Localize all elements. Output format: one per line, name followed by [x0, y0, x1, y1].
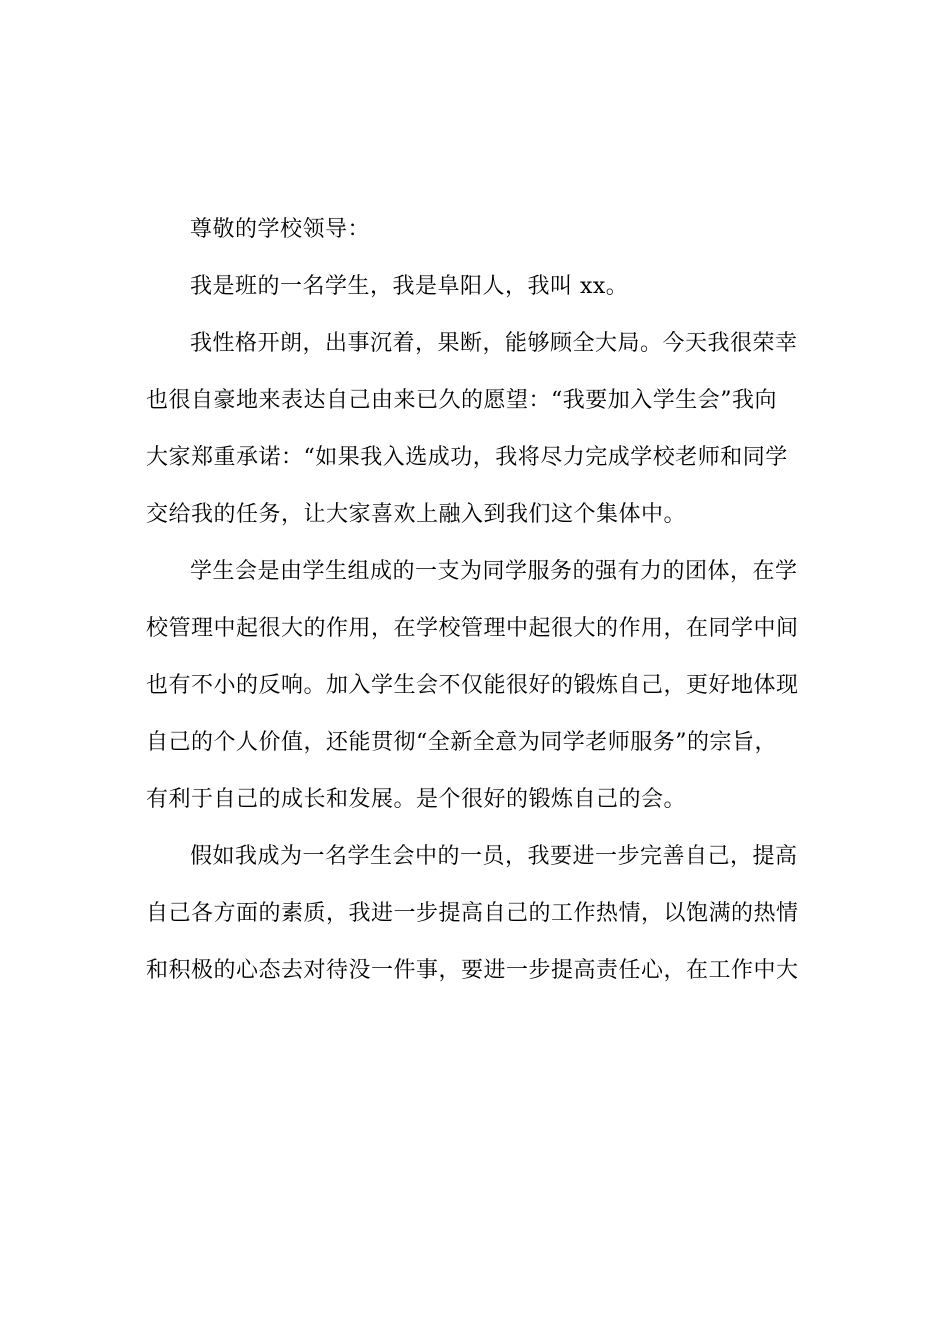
paragraph-line: 学生会是由学生组成的一支为同学服务的强有力的团体，在学 [190, 559, 798, 584]
paragraph-line: 我性格开朗，出事沉着，果断，能够顾全大局。今天我很荣幸 [190, 331, 798, 356]
paragraph-line: 我是班的一名学生，我是阜阳人，我叫 xx。 [190, 274, 629, 299]
paragraph-line: 也很自豪地来表达自己由来已久的愿望：“我要加入学生会”我向 [146, 388, 777, 413]
salutation: 尊敬的学校领导： [190, 217, 371, 242]
paragraph-line: 自己各方面的素质，我进一步提高自己的工作热情，以饱满的热情 [146, 901, 799, 926]
paragraph-commitment [146, 819, 806, 1008]
paragraph-line: 校管理中起很大的作用，在学校管理中起很大的作用，在同学中间 [146, 616, 799, 641]
paragraph-personality [146, 306, 806, 552]
paragraph-line: 也有不小的反响。加入学生会不仅能很好的锻炼自己，更好地体现 [146, 673, 799, 698]
letter-body [146, 210, 806, 1008]
paragraph-student-union [146, 534, 806, 837]
paragraph-line: 交给我的任务，让大家喜欢上融入到我们这个集体中。 [146, 502, 687, 527]
paragraph-line: 大家郑重承诺：“如果我入选成功，我将尽力完成学校老师和同学 [146, 445, 788, 470]
paragraph-line: 有利于自己的成长和发展。是个很好的锻炼自己的会。 [146, 787, 687, 812]
paragraph-line: 自己的个人价值，还能贯彻“全新全意为同学老师服务”的宗旨， [146, 730, 777, 755]
paragraph-line: 假如我成为一名学生会中的一员，我要进一步完善自己，提高 [190, 844, 798, 869]
paragraph-line: 和积极的心态去对待没一件事，要进一步提高责任心，在工作中大 [146, 958, 799, 983]
